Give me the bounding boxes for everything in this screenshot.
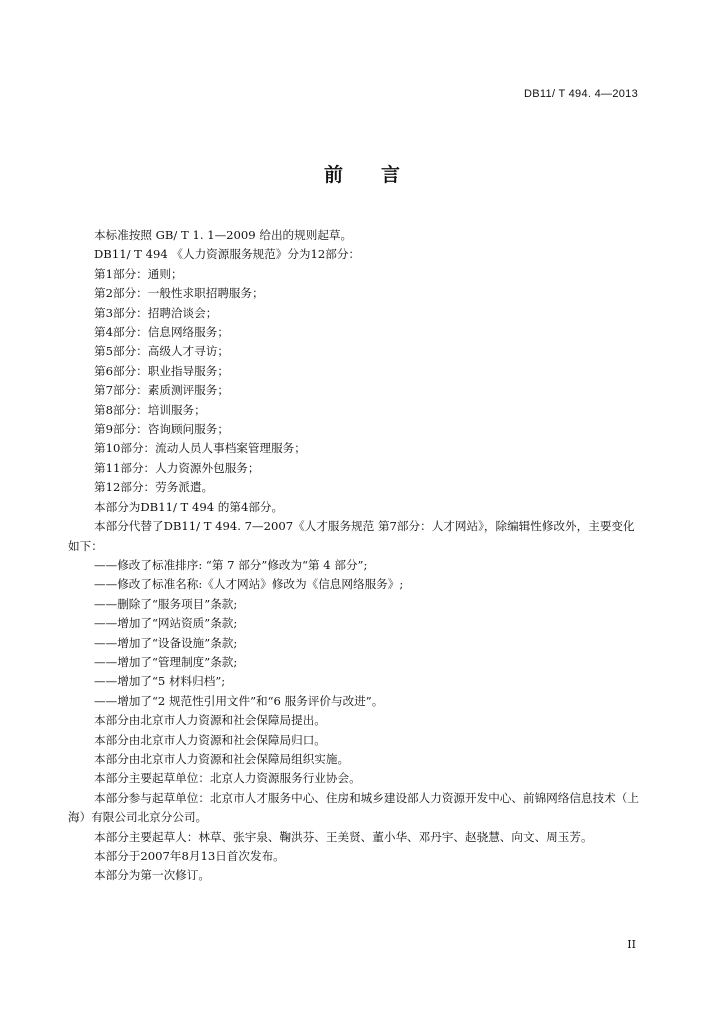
change-item: ——增加了“5 材料归档”; bbox=[94, 674, 226, 689]
paragraph: 本标准按照 GB/ T 1. 1—2009 给出的规则起草。 bbox=[94, 228, 353, 242]
change-item: ——修改了标准名称:《人才网站》修改为《信息网络服务》; bbox=[94, 577, 404, 592]
list-item: 第2部分：一般性求职招聘服务； bbox=[94, 286, 264, 301]
foreword-body bbox=[68, 226, 642, 886]
change-item: ——删除了“服务项目”条款; bbox=[94, 596, 238, 611]
paragraph: 本部分参与起草单位：北京市人才服务中心、住房和城乡建设部人力资源开发中心、前锦网络信息技术（上海）有限公司北京分公司。 bbox=[68, 790, 639, 825]
change-item: ——增加了“设备设施”条款; bbox=[94, 635, 238, 650]
list-item: 第1部分：通则； bbox=[94, 266, 183, 281]
paragraph: DB11/ T 494 《人力资源服务规范》分为12部分： bbox=[94, 247, 361, 262]
paragraph: 本部分为第一次修订。 bbox=[94, 868, 210, 883]
page-number: II bbox=[627, 938, 636, 951]
change-item: ——修改了标准排序: “第 7 部分”修改为“第 4 部分”; bbox=[94, 557, 368, 572]
list-item: 第5部分：高级人才寻访； bbox=[94, 344, 229, 359]
list-item: 第8部分：培训服务； bbox=[94, 402, 206, 417]
page-title: 前言 bbox=[323, 164, 438, 186]
paragraph: 本部分由北京市人力资源和社会保障局提出。 bbox=[94, 713, 326, 728]
list-item: 第3部分：招聘洽谈会； bbox=[94, 305, 218, 320]
change-item: ——增加了“网站资质”条款; bbox=[94, 616, 238, 631]
change-item: ——增加了“2 规范性引用文件”和“6 服务评价与改进”。 bbox=[94, 693, 384, 708]
list-item: 第6部分：职业指导服务； bbox=[94, 363, 229, 378]
paragraph: 本部分主要起草人：林草、张宇泉、鞠洪芬、王美贤、董小华、邓丹宇、赵骁慧、向文、周玉芳。 bbox=[94, 829, 593, 844]
standard-code: DB11/ T 494. 4—2013 bbox=[524, 88, 638, 100]
list-item: 第4部分：信息网络服务； bbox=[94, 325, 229, 340]
paragraph: 本部分由北京市人力资源和社会保障局组织实施。 bbox=[94, 751, 350, 766]
list-item: 第11部分：人力资源外包服务； bbox=[94, 460, 260, 475]
list-item: 第9部分：咨询顾问服务； bbox=[94, 422, 229, 437]
paragraph: 本部分主要起草单位：北京人力资源服务行业协会。 bbox=[94, 771, 361, 786]
list-item: 第7部分：素质测评服务； bbox=[94, 383, 229, 398]
list-item: 第12部分：劳务派遣。 bbox=[94, 480, 214, 495]
paragraph: 本部分由北京市人力资源和社会保障局归口。 bbox=[94, 732, 326, 747]
change-item: ——增加了“管理制度”条款; bbox=[94, 654, 238, 669]
paragraph: 本部分代替了DB11/ T 494. 7—2007《人才服务规范 第7部分：人才网站》，除编辑性修改外，主要变化如下： bbox=[68, 519, 635, 553]
paragraph: 本部分为DB11/ T 494 的第4部分。 bbox=[94, 499, 284, 514]
list-item: 第10部分：流动人员人事档案管理服务； bbox=[94, 441, 306, 456]
paragraph: 本部分于2007年8月13日首次发布。 bbox=[94, 849, 285, 863]
